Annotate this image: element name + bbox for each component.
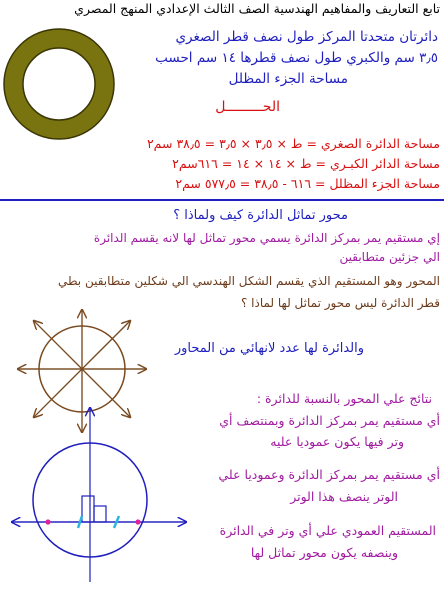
chord-endpoint-left: [45, 519, 50, 524]
result-2-line-1: أي مستقيم يمر بمركز الدائرة وعموديا علي: [218, 467, 440, 482]
solution-line-3: مساحة الجزء المظلل = ٦١٦ - ٣٨٫٥ = ٥٧٧٫٥ سم٢: [175, 176, 440, 191]
inner-circle: [23, 48, 95, 120]
right-angle-mark-2: [94, 506, 106, 522]
problem-line-2: ٣٫٥ سم والكبري طول نصف قطرها ١٤ سم احسب: [155, 50, 438, 66]
solution-line-2: مساحة الدائر الكبـري = ط × ١٤ × ١٤ = ٦١٦سم٢: [172, 156, 440, 171]
axis-definition-2: قطر الدائرة ليس محور تماثل لها لماذا ؟: [240, 296, 440, 310]
axis-definition-1: المحور وهو المستقيم الذي يقسم الشكل الهندسي الي شكلين متطابقين بطي: [57, 274, 440, 288]
symmetry-question: محور تماثل الدائرة كيف ولماذا ؟: [173, 208, 348, 223]
solution-line-1: مساحة الدائرة الصغري = ط × ٣٫٥ × ٣٫٥ = ٣٨٫٥ سم٢: [146, 136, 440, 151]
result-3-line-2: وينصفه يكون محور تماثل لها: [250, 545, 398, 560]
chord-circle: [33, 443, 147, 557]
symmetry-answer-2: الي جزئين متطابقين: [339, 250, 440, 264]
axis-diagonal-1: [36, 321, 130, 415]
result-3-line-1: المستقيم العمودي علي أي وتر في الدائرة: [219, 523, 436, 538]
results-title: نتائج علي المحور بالنسبة للدائرة :: [256, 391, 432, 406]
page-title: تابع التعاريف والمفاهيم الهندسية الصف الثالث الإعدادي المنهج المصري: [74, 1, 440, 16]
equal-tick-right: [114, 516, 119, 528]
axis-diagonal-1b: [34, 321, 130, 417]
infinite-axes-text: والدائرة لها عدد لانهائي من المحاور: [174, 341, 364, 356]
symmetry-circle: [39, 326, 125, 412]
problem-line-1: دائرتان متحدتا المركز طول نصف قطر الصغري: [175, 29, 438, 45]
solution-heading: الحـــــــــل: [215, 99, 280, 115]
result-2-line-2: الوتر ينصف هذا الوتر: [290, 489, 398, 504]
axis-diagonal-2b: [34, 321, 130, 417]
right-angle-mark: [82, 496, 94, 522]
result-1-line-1: أي مستقيم يمر بمركز الدائرة وبمنتصف أي: [219, 413, 440, 428]
chord-endpoint-right: [135, 519, 140, 524]
problem-line-3: مساحة الجزء المظلل: [228, 71, 348, 87]
result-1-line-2: وتر فيها يكون عموديا عليه: [270, 434, 404, 449]
symmetry-answer-1: إي مستقيم يمر بمركز الدائرة يسمي محور تماثل لها لانه يقسم الدائرة: [93, 231, 440, 245]
section-divider: [0, 199, 444, 201]
outer-circle: [4, 29, 114, 139]
axis-diagonal-2: [36, 323, 130, 417]
equal-tick-left: [78, 516, 82, 528]
